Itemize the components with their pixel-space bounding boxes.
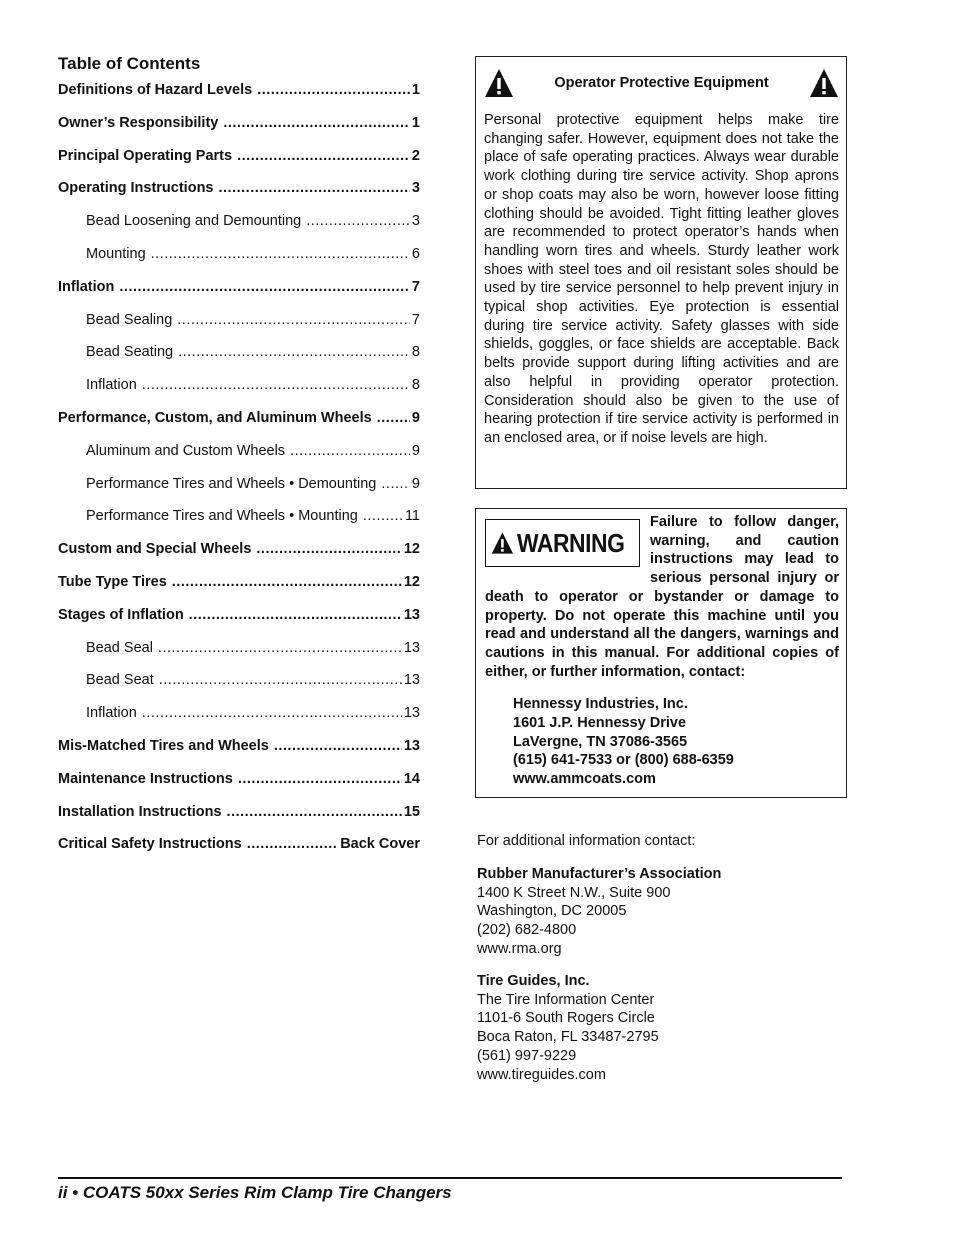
toc-dot-leader [237,147,410,165]
address-line: The Tire Information Center [477,991,655,1008]
organization-name: Tire Guides, Inc. [477,972,590,989]
toc-entry-label: Mounting [86,245,146,262]
toc-entry [58,737,420,770]
toc-list [58,81,420,868]
toc-entry-page: 11 [404,508,420,525]
toc-dot-leader [274,737,402,755]
toc-entry-label: Bead Seating [86,344,174,361]
address-line: Boca Raton, FL 33487-2795 [477,1029,659,1046]
toc-entry-page: Back Cover [340,836,420,853]
toc-entry-label: Performance Tires and Wheels • Demounting [86,475,377,492]
toc-entry-page: 13 [403,705,420,722]
toc-dot-leader [178,343,410,361]
contact-line: Hennessy Industries, Inc. [513,696,688,713]
warning-box [475,508,847,798]
toc-entry [58,409,420,442]
toc-entry [58,540,420,573]
toc-entry [58,442,420,475]
additional-information [477,832,847,1098]
website-line: www.tireguides.com [477,1066,606,1083]
toc-entry-label: Bead Seat [86,672,154,689]
toc-entry [58,573,420,606]
toc-entry-page: 13 [403,606,420,623]
toc-entry [58,147,420,180]
toc-dot-leader [142,376,410,394]
toc-entry [58,770,420,803]
toc-dot-leader [172,573,402,591]
toc-entry-page: 1 [411,82,420,98]
contact-line: www.ammcoats.com [513,771,656,788]
toc-dot-leader [142,704,402,722]
toc-entry-label: Inflation [86,377,137,394]
protective-equipment-box [475,56,847,489]
toc-title: Table of Contents [58,54,201,73]
toc-entry [58,376,420,409]
address-line: 1400 K Street N.W., Suite 900 [477,884,671,901]
warning-badge [485,519,640,567]
warning-triangle-icon [484,68,514,98]
toc-entry-page: 8 [411,344,420,361]
toc-dot-leader [238,770,402,788]
toc-dot-leader [119,278,410,296]
toc-entry [58,245,420,278]
toc-entry-page: 12 [403,541,420,558]
toc-dot-leader [290,442,410,460]
toc-entry-page: 14 [403,770,420,787]
toc-entry [58,803,420,836]
warning-triangle-icon [491,528,514,558]
toc-entry-page: 15 [403,803,420,820]
toc-dot-leader [158,639,402,657]
toc-entry-label: Bead Sealing [86,311,173,328]
toc-entry-page: 13 [403,737,420,754]
page-footer: ii • COATS 50xx Series Rim Clamp Tire Changers [58,1183,452,1202]
toc-entry-page: 13 [403,639,420,656]
toc-dot-leader [159,671,402,689]
phone-line: (202) 682-4800 [477,922,577,939]
toc-entry [58,704,420,737]
toc-dot-leader [151,245,410,263]
warning-text: Failure to follow danger, warning, and caution instructions may lead to serious personal injury or death to operator or bystander or damage to property. Do not operate this machine until you read and understand all the dangers, warnings and cautions in this manual. For additional copies of either, or further information, contact: [485,514,839,680]
contact-line: (615) 641-7533 or (800) 688-6359 [513,752,734,769]
warning-contact [485,681,839,789]
toc-entry [58,114,420,147]
toc-dot-leader [227,803,402,821]
toc-dot-leader [219,179,410,197]
toc-entry-label: Owner’s Responsibility [58,114,219,131]
toc-entry [58,606,420,639]
toc-dot-leader [306,212,410,230]
toc-entry [58,475,420,508]
toc-entry-label: Installation Instructions [58,803,222,820]
toc-entry [58,639,420,672]
toc-entry [58,835,420,868]
toc-entry-label: Definitions of Hazard Levels [58,82,253,98]
protective-equipment-title: Operator Protective Equipment [554,75,769,91]
toc-entry-label: Performance, Custom, and Aluminum Wheels [58,409,372,426]
toc-dot-leader [189,606,402,624]
additional-info-intro: For additional information contact: [477,833,696,849]
toc-entry-label: Stages of Inflation [58,606,184,623]
toc-entry-page: 7 [411,278,420,295]
organization-name: Rubber Manufacturer’s Association [477,865,722,882]
toc-entry [58,507,420,540]
toc-entry-label: Bead Seal [86,639,153,656]
toc-entry-label: Principal Operating Parts [58,147,233,164]
toc-entry-label: Aluminum and Custom Wheels [86,442,286,459]
table-of-contents [58,53,420,868]
toc-entry [58,671,420,704]
address-line: 1101-6 South Rogers Circle [477,1010,655,1027]
toc-entry [58,212,420,245]
toc-entry-label: Operating Instructions [58,180,214,197]
toc-entry [58,278,420,311]
toc-dot-leader [257,81,410,99]
toc-dot-leader [223,114,410,132]
footer-rule [58,1177,842,1179]
toc-entry-page: 3 [411,213,420,230]
toc-entry-page: 12 [403,573,420,590]
toc-entry-page: 9 [411,475,420,492]
toc-dot-leader [363,507,403,525]
website-line: www.rma.org [477,940,562,957]
toc-entry-page: 9 [411,442,420,459]
toc-dot-leader [256,540,401,558]
phone-line: (561) 997-9229 [477,1047,577,1064]
toc-entry-page: 6 [411,245,420,262]
toc-entry-label: Tube Type Tires [58,573,167,590]
toc-entry-label: Inflation [86,705,137,722]
toc-dot-leader [377,409,410,427]
toc-dot-leader [381,475,410,493]
organization-rma [477,865,847,959]
toc-entry-page: 7 [411,311,420,328]
protective-equipment-header [484,65,839,101]
address-line: Washington, DC 20005 [477,903,627,920]
toc-dot-leader [247,835,338,853]
toc-entry-label: Custom and Special Wheels [58,541,252,558]
toc-entry [58,81,420,114]
contact-line: LaVergne, TN 37086-3565 [513,733,688,750]
toc-entry-page: 2 [411,147,420,164]
toc-entry-label: Mis-Matched Tires and Wheels [58,737,269,754]
toc-entry [58,179,420,212]
toc-entry-page: 1 [411,114,420,131]
toc-entry-page: 13 [403,672,420,689]
toc-entry-label: Maintenance Instructions [58,770,233,787]
toc-entry-label: Performance Tires and Wheels • Mounting [86,508,358,525]
toc-dot-leader [177,311,410,329]
toc-entry-page: 3 [411,180,420,197]
protective-equipment-text: Personal protective equipment helps make tire changing safer. However, equipment does not take the place of safe operating practices. Always wear durable work clothing during tire service activity. Shop aprons or shop coats may also be worn, however loose fitting clothing should be avoided. Tight fitting leather gloves are recommended to protect operator’s hands when handling worn tires and wheels. Sturdy leather work shoes with steel toes and oil resistant soles should be used by tire service personnel to help prevent injury in typical shop activities. Eye protection is essential during tire service activity. Safety glasses with side shields, goggles, or face shields are acceptable. Back belts provide support during lifting activities and are also helpful in providing operator protection. Consideration should also be given to the use of hearing protection if tire service activity is performed in an enclosed area, or if noise levels are high. [484,112,839,446]
warning-badge-label: WARNING [516,527,625,558]
toc-entry [58,311,420,344]
warning-triangle-icon [809,68,839,98]
toc-entry-label: Critical Safety Instructions [58,836,242,853]
contact-line: 1601 J.P. Hennessy Drive [513,715,687,732]
toc-entry-label: Bead Loosening and Demounting [86,213,302,230]
toc-entry-label: Inflation [58,278,115,295]
toc-entry-page: 9 [411,409,420,426]
organization-tire-guides [477,972,847,1085]
toc-entry-page: 8 [411,377,420,394]
toc-entry [58,343,420,376]
